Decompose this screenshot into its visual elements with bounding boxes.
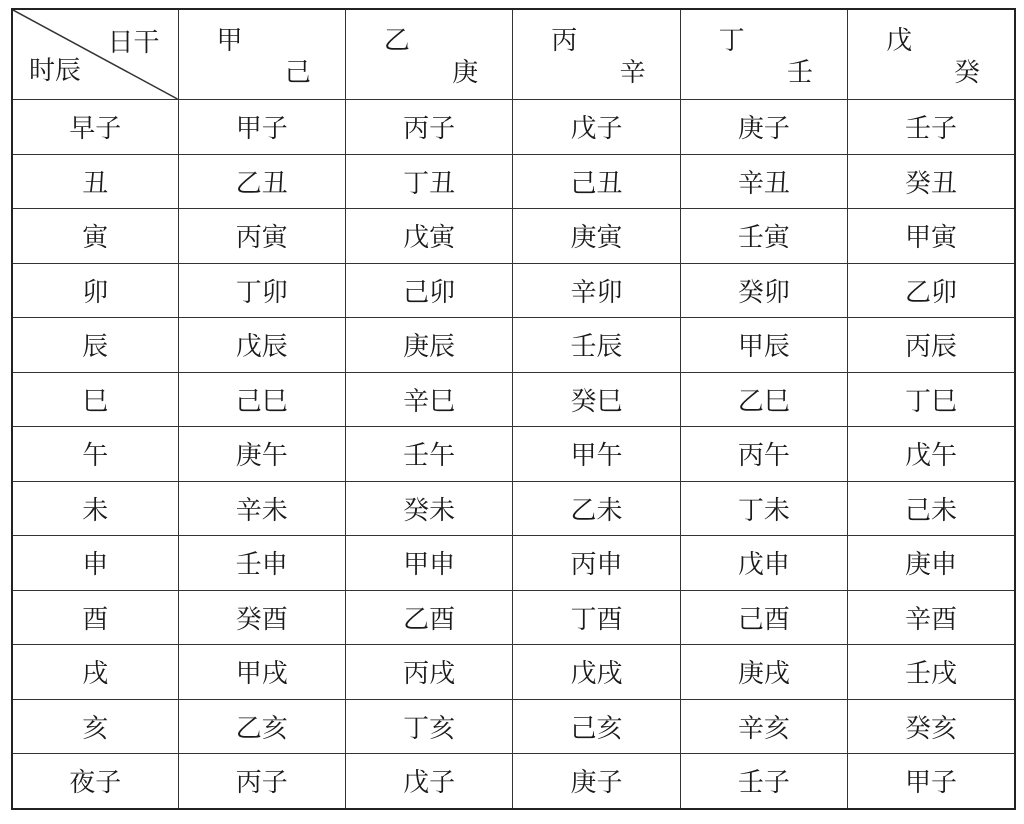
table-cell: 丁酉 bbox=[513, 590, 680, 645]
column-header bbox=[345, 9, 512, 100]
table-row bbox=[12, 372, 1015, 427]
column-header-lower: 己 bbox=[284, 58, 311, 88]
column-header-upper: 甲 bbox=[216, 26, 243, 56]
day-stem-label: 日干 bbox=[107, 28, 160, 58]
table-row bbox=[12, 427, 1015, 482]
table-cell: 甲申 bbox=[345, 536, 512, 591]
row-label-cell: 申 bbox=[12, 536, 178, 591]
table-cell: 癸亥 bbox=[848, 699, 1015, 754]
table-cell: 庚寅 bbox=[513, 209, 680, 264]
table-cell: 癸丑 bbox=[848, 154, 1015, 209]
table-cell: 丙子 bbox=[178, 754, 345, 809]
row-label-cell: 巳 bbox=[12, 372, 178, 427]
column-header-lower: 庚 bbox=[452, 58, 479, 88]
hour-branch-label: 时辰 bbox=[29, 56, 82, 86]
column-header-lower: 辛 bbox=[619, 58, 646, 88]
column-header-lower: 壬 bbox=[787, 58, 814, 88]
table-cell: 庚午 bbox=[178, 427, 345, 482]
table-cell: 丙午 bbox=[680, 427, 847, 482]
table-cell: 甲戌 bbox=[178, 645, 345, 700]
table-cell: 丁巳 bbox=[848, 372, 1015, 427]
table-row bbox=[12, 263, 1015, 318]
table-cell: 壬子 bbox=[680, 754, 847, 809]
table-cell: 壬申 bbox=[178, 536, 345, 591]
table-row bbox=[12, 699, 1015, 754]
table-cell: 庚辰 bbox=[345, 318, 512, 373]
table-cell: 辛卯 bbox=[513, 263, 680, 318]
column-header bbox=[178, 9, 345, 100]
table-cell: 己丑 bbox=[513, 154, 680, 209]
row-label-cell: 夜子 bbox=[12, 754, 178, 809]
table-cell: 甲辰 bbox=[680, 318, 847, 373]
table-cell: 戊子 bbox=[513, 100, 680, 155]
table-cell: 辛酉 bbox=[848, 590, 1015, 645]
table-cell: 己卯 bbox=[345, 263, 512, 318]
table-cell: 乙巳 bbox=[680, 372, 847, 427]
table-cell: 戊寅 bbox=[345, 209, 512, 264]
table-cell: 庚子 bbox=[680, 100, 847, 155]
table-cell: 壬辰 bbox=[513, 318, 680, 373]
table-cell: 甲子 bbox=[178, 100, 345, 155]
table-cell: 丙戌 bbox=[345, 645, 512, 700]
table-row bbox=[12, 590, 1015, 645]
table-cell: 丙辰 bbox=[848, 318, 1015, 373]
table-cell: 壬戌 bbox=[848, 645, 1015, 700]
table-row bbox=[12, 154, 1015, 209]
table-cell: 丁亥 bbox=[345, 699, 512, 754]
table-row bbox=[12, 645, 1015, 700]
table-cell: 癸酉 bbox=[178, 590, 345, 645]
column-header bbox=[848, 9, 1015, 100]
table-row bbox=[12, 536, 1015, 591]
table-cell: 乙卯 bbox=[848, 263, 1015, 318]
table-row bbox=[12, 100, 1015, 155]
table-cell: 庚申 bbox=[848, 536, 1015, 591]
column-header-lower: 癸 bbox=[953, 58, 980, 88]
header-row bbox=[12, 9, 1015, 100]
table-cell: 乙丑 bbox=[178, 154, 345, 209]
table-cell: 甲子 bbox=[848, 754, 1015, 809]
table-cell: 庚子 bbox=[513, 754, 680, 809]
table-cell: 壬午 bbox=[345, 427, 512, 482]
table-cell: 乙未 bbox=[513, 481, 680, 536]
table-row bbox=[12, 481, 1015, 536]
row-label-cell: 亥 bbox=[12, 699, 178, 754]
table-cell: 甲午 bbox=[513, 427, 680, 482]
table-cell: 丙申 bbox=[513, 536, 680, 591]
table-cell: 戊申 bbox=[680, 536, 847, 591]
row-label-cell: 辰 bbox=[12, 318, 178, 373]
table-cell: 乙酉 bbox=[345, 590, 512, 645]
table-cell: 己亥 bbox=[513, 699, 680, 754]
column-header-upper: 乙 bbox=[383, 26, 410, 56]
table-cell: 丁丑 bbox=[345, 154, 512, 209]
table-cell: 癸卯 bbox=[680, 263, 847, 318]
table-cell: 丙子 bbox=[345, 100, 512, 155]
column-header-upper: 戊 bbox=[886, 26, 913, 56]
row-label-cell: 早子 bbox=[12, 100, 178, 155]
corner-header-cell bbox=[12, 9, 178, 100]
table-cell: 戊戌 bbox=[513, 645, 680, 700]
table-cell: 庚戌 bbox=[680, 645, 847, 700]
table-cell: 壬寅 bbox=[680, 209, 847, 264]
table-cell: 癸未 bbox=[345, 481, 512, 536]
table-cell: 己巳 bbox=[178, 372, 345, 427]
table-cell: 乙亥 bbox=[178, 699, 345, 754]
table-cell: 壬子 bbox=[848, 100, 1015, 155]
column-header bbox=[680, 9, 847, 100]
table-cell: 己酉 bbox=[680, 590, 847, 645]
table-row bbox=[12, 754, 1015, 809]
table-cell: 甲寅 bbox=[848, 209, 1015, 264]
table-cell: 辛丑 bbox=[680, 154, 847, 209]
row-label-cell: 丑 bbox=[12, 154, 178, 209]
table-cell: 辛亥 bbox=[680, 699, 847, 754]
table-cell: 戊午 bbox=[848, 427, 1015, 482]
table-cell: 己未 bbox=[848, 481, 1015, 536]
column-header bbox=[513, 9, 680, 100]
table-cell: 丁未 bbox=[680, 481, 847, 536]
column-header-upper: 丁 bbox=[718, 26, 745, 56]
table-cell: 戊辰 bbox=[178, 318, 345, 373]
table-row bbox=[12, 209, 1015, 264]
row-label-cell: 午 bbox=[12, 427, 178, 482]
table-cell: 辛未 bbox=[178, 481, 345, 536]
table-cell: 丙寅 bbox=[178, 209, 345, 264]
stem-branch-table bbox=[11, 8, 1016, 810]
row-label-cell: 卯 bbox=[12, 263, 178, 318]
table-cell: 戊子 bbox=[345, 754, 512, 809]
table-row bbox=[12, 318, 1015, 373]
table-cell: 辛巳 bbox=[345, 372, 512, 427]
table-cell: 丁卯 bbox=[178, 263, 345, 318]
row-label-cell: 戌 bbox=[12, 645, 178, 700]
row-label-cell: 酉 bbox=[12, 590, 178, 645]
row-label-cell: 未 bbox=[12, 481, 178, 536]
row-label-cell: 寅 bbox=[12, 209, 178, 264]
table-cell: 癸巳 bbox=[513, 372, 680, 427]
column-header-upper: 丙 bbox=[551, 26, 578, 56]
